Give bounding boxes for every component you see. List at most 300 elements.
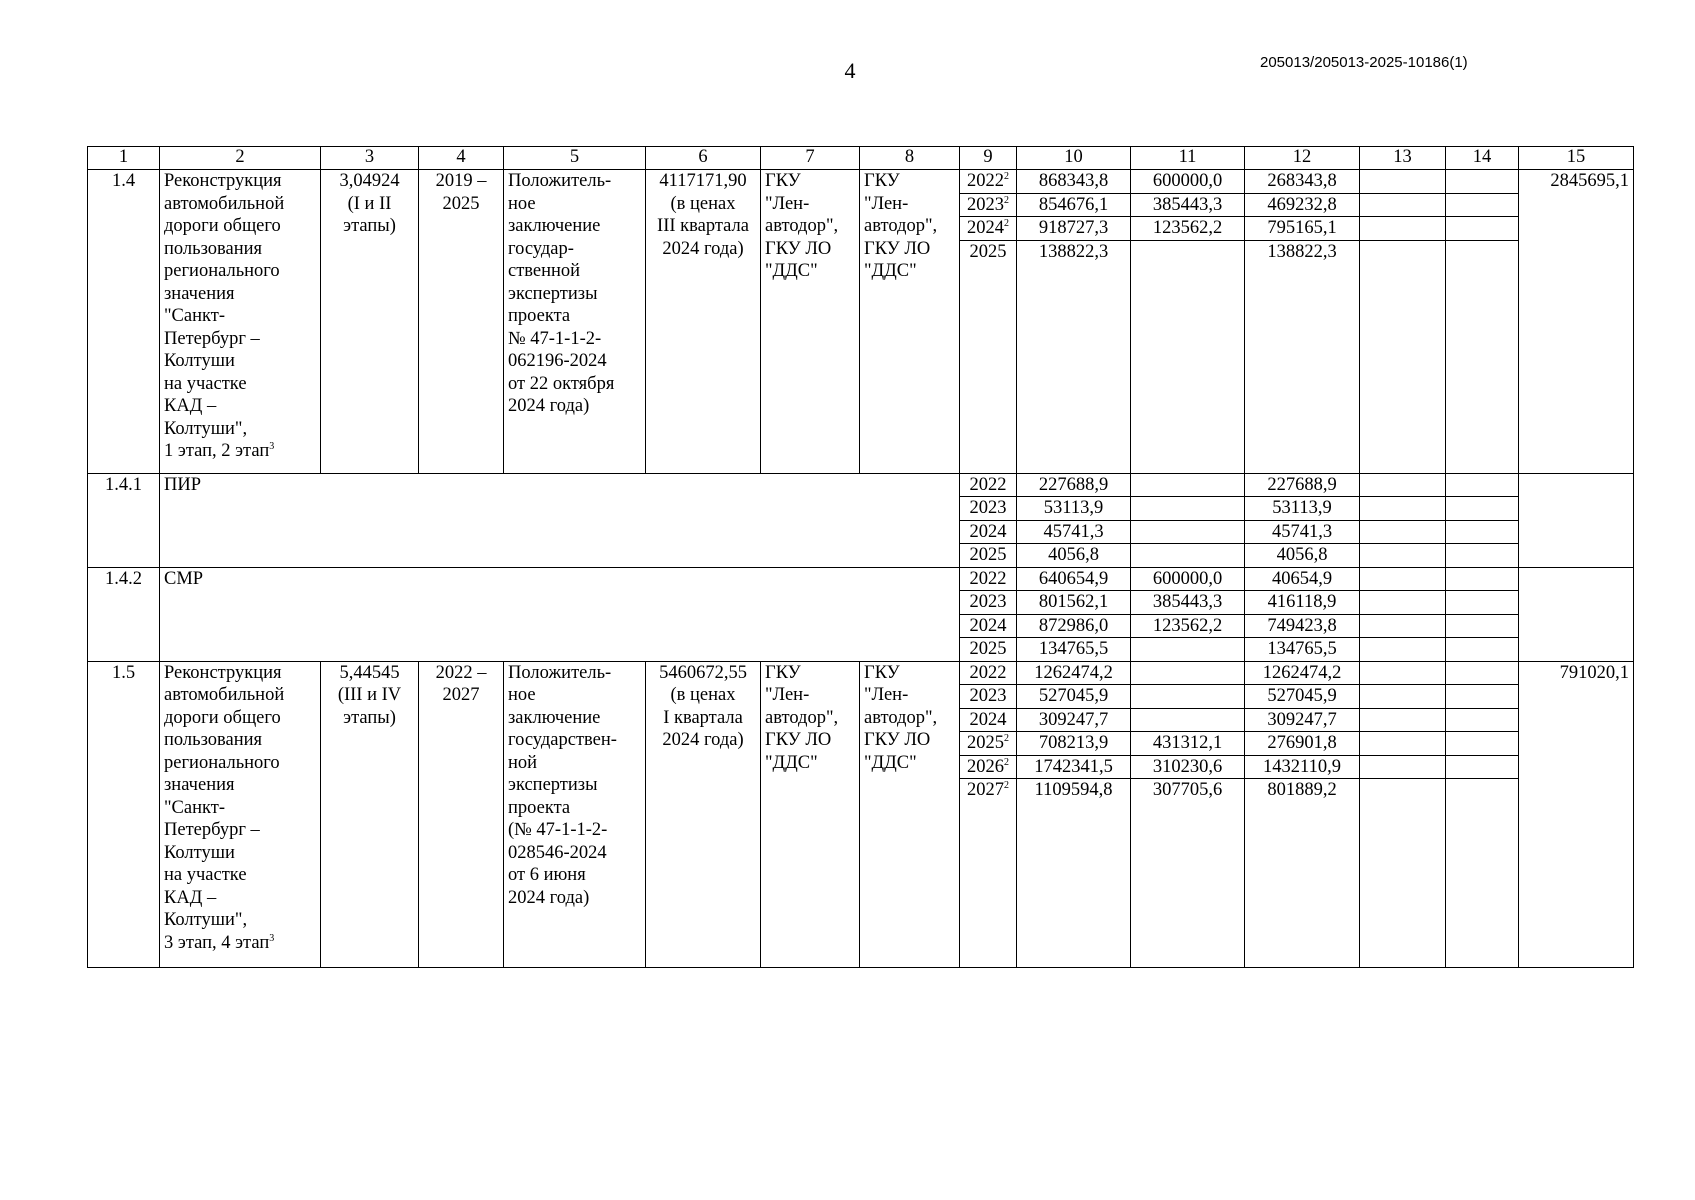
expertise-line xyxy=(508,752,641,775)
footnote-marker: 2 xyxy=(1004,171,1009,182)
expertise-text: от 22 октября xyxy=(508,373,615,394)
builder-line xyxy=(864,193,955,216)
year-value: 2023 xyxy=(967,194,1004,215)
footnote-marker: 3 xyxy=(269,932,275,944)
object-name-text: 1 этап, 2 этап xyxy=(164,441,270,461)
row-number: 1.4.1 xyxy=(88,473,160,567)
amount-col-11: 600000,0 xyxy=(1131,567,1245,591)
estimated-cost-line xyxy=(650,729,756,752)
period-line xyxy=(423,170,499,193)
builder-text: автодор", xyxy=(864,216,938,236)
empty-col-14 xyxy=(1446,217,1519,241)
object-name-text: Петербург – xyxy=(164,328,260,349)
expertise-text: экспертизы xyxy=(508,775,598,795)
expertise-text: 028546-2024 xyxy=(508,842,607,863)
year-value: 2024 xyxy=(969,615,1007,636)
empty-col-13 xyxy=(1360,591,1446,615)
period-text: 2025 xyxy=(442,193,480,214)
year-value: 2024 xyxy=(969,709,1007,730)
year-cell xyxy=(960,240,1017,473)
object-name-text: пользования xyxy=(164,238,263,259)
customer-text: "ДДС" xyxy=(765,261,818,281)
estimated-cost-text: 4117171,90 xyxy=(659,171,747,191)
year-cell xyxy=(960,544,1017,568)
expertise-text: экспертизы xyxy=(508,283,598,304)
amount-col-11 xyxy=(1131,473,1245,497)
empty-col-13 xyxy=(1360,170,1446,194)
length-km-text: 3,04924 xyxy=(339,171,400,191)
customer-line xyxy=(765,684,855,707)
length-km-text: этапы) xyxy=(343,216,396,236)
empty-col-13 xyxy=(1360,217,1446,241)
row-number: 1.4 xyxy=(88,170,160,474)
object-name-line xyxy=(164,707,316,730)
expertise-line xyxy=(508,662,641,685)
column-header-6: 6 xyxy=(646,147,761,170)
empty-col-13 xyxy=(1360,520,1446,544)
amount-col-11 xyxy=(1131,708,1245,732)
amount-total: 309247,7 xyxy=(1017,708,1131,732)
period-text: 2022 – xyxy=(435,662,487,683)
estimated-cost-line xyxy=(650,707,756,730)
empty-col-13 xyxy=(1360,685,1446,709)
builder-line xyxy=(864,752,955,775)
length-km-text: (I и II xyxy=(347,193,392,214)
length-km-line xyxy=(325,170,414,193)
amount-col-12: 1262474,2 xyxy=(1245,661,1360,685)
column-header-15: 15 xyxy=(1519,147,1634,170)
year-cell xyxy=(960,614,1017,638)
year-value: 2025 xyxy=(969,639,1007,659)
column-header-12: 12 xyxy=(1245,147,1360,170)
object-name xyxy=(160,170,321,474)
year-cell xyxy=(960,591,1017,615)
amount-col-11: 600000,0 xyxy=(1131,170,1245,194)
length-km-line xyxy=(325,684,414,707)
object-name-line xyxy=(164,887,316,910)
builder-line xyxy=(864,684,955,707)
column-header-11: 11 xyxy=(1131,147,1245,170)
footnote-marker: 3 xyxy=(269,441,275,452)
empty-col-14 xyxy=(1446,732,1519,756)
table-row xyxy=(88,473,1634,497)
object-name-line xyxy=(164,328,316,351)
customer-line xyxy=(765,215,855,238)
builder-line xyxy=(864,215,955,238)
object-name-line xyxy=(164,260,316,283)
customer-line xyxy=(765,170,855,193)
period xyxy=(419,661,504,968)
estimated-cost-line xyxy=(650,193,756,216)
empty-col-13 xyxy=(1360,661,1446,685)
empty-col-14 xyxy=(1446,170,1519,194)
length-km xyxy=(321,170,419,474)
amount-col-12: 527045,9 xyxy=(1245,685,1360,709)
column-header-1: 1 xyxy=(88,147,160,170)
object-name-line xyxy=(164,305,316,328)
column-header-5: 5 xyxy=(504,147,646,170)
object-name-line xyxy=(164,215,316,238)
length-km-line xyxy=(325,193,414,216)
amount-col-12: 309247,7 xyxy=(1245,708,1360,732)
year-value: 2025 xyxy=(969,545,1007,565)
amount-col-12: 749423,8 xyxy=(1245,614,1360,638)
customer-text: ГКУ xyxy=(765,662,801,683)
amount-total: 45741,3 xyxy=(1017,520,1131,544)
work-type-label: СМР xyxy=(160,567,960,661)
expertise xyxy=(504,170,646,474)
amount-total: 134765,5 xyxy=(1017,638,1131,662)
amount-col-12: 53113,9 xyxy=(1245,497,1360,521)
expertise-text: 2024 года) xyxy=(508,887,590,908)
amount-col-12: 45741,3 xyxy=(1245,520,1360,544)
footnote-marker: 2 xyxy=(1004,194,1009,206)
object-name-line xyxy=(164,752,316,775)
estimated-cost-line xyxy=(650,684,756,707)
length-km-text: (III и IV xyxy=(337,685,402,705)
customer-text: автодор", xyxy=(765,216,839,236)
year-cell xyxy=(960,170,1017,194)
estimated-cost-line xyxy=(650,238,756,261)
builder xyxy=(860,170,960,474)
empty-col-14 xyxy=(1446,473,1519,497)
amount-total: 854676,1 xyxy=(1017,193,1131,217)
year-value: 2022 xyxy=(969,474,1007,495)
amount-col-11: 431312,1 xyxy=(1131,732,1245,756)
empty-col-13 xyxy=(1360,779,1446,968)
estimated-cost xyxy=(646,170,761,474)
amount-col-12: 416118,9 xyxy=(1245,591,1360,615)
builder-line xyxy=(864,707,955,730)
year-value: 2022 xyxy=(969,568,1007,589)
builder-text: "Лен- xyxy=(864,685,909,705)
amount-col-12: 40654,9 xyxy=(1245,567,1360,591)
empty-col-14 xyxy=(1446,520,1519,544)
object-name-line xyxy=(164,440,316,463)
empty-col-13 xyxy=(1360,473,1446,497)
object-name-text: КАД – xyxy=(164,887,217,908)
expertise-line xyxy=(508,774,641,797)
expertise-line xyxy=(508,350,641,373)
object-name-line xyxy=(164,909,316,932)
row-number: 1.5 xyxy=(88,661,160,968)
object-name-line xyxy=(164,395,316,418)
empty-col-13 xyxy=(1360,614,1446,638)
year-value: 2023 xyxy=(969,686,1007,706)
expertise-line xyxy=(508,305,641,328)
builder-text: "Лен- xyxy=(864,193,909,214)
customer-text: ГКУ xyxy=(765,171,801,191)
object-name-line xyxy=(164,932,316,955)
amount-total: 1109594,8 xyxy=(1017,779,1131,968)
empty-col-13 xyxy=(1360,567,1446,591)
object-name-line xyxy=(164,684,316,707)
customer-line xyxy=(765,193,855,216)
length-km xyxy=(321,661,419,968)
builder-text: ГКУ xyxy=(864,171,900,191)
column-header-10: 10 xyxy=(1017,147,1131,170)
estimated-cost-text: (в ценах xyxy=(670,193,736,214)
builder xyxy=(860,661,960,968)
period-line xyxy=(423,684,499,707)
object-name-line xyxy=(164,373,316,396)
year-cell xyxy=(960,638,1017,662)
col-15-value: 791020,1 xyxy=(1519,661,1634,968)
object-name-line xyxy=(164,774,316,797)
builder-line xyxy=(864,238,955,261)
object-name-text: "Санкт- xyxy=(164,797,225,818)
object-name-line xyxy=(164,797,316,820)
amount-total: 1742341,5 xyxy=(1017,755,1131,779)
object-name-line xyxy=(164,283,316,306)
expertise-line xyxy=(508,819,641,842)
year-cell xyxy=(960,520,1017,544)
object-name-text: 3 этап, 4 этап xyxy=(164,932,270,953)
expertise-text: заключение xyxy=(508,216,601,236)
expertise-text: ной xyxy=(508,752,538,773)
object-name-line xyxy=(164,729,316,752)
expertise-text: 062196-2024 xyxy=(508,351,607,371)
expertise-line xyxy=(508,373,641,396)
amount-col-12: 1432110,9 xyxy=(1245,755,1360,779)
amount-total: 53113,9 xyxy=(1017,497,1131,521)
year-cell xyxy=(960,732,1017,756)
amount-col-11: 385443,3 xyxy=(1131,193,1245,217)
amount-col-11: 385443,3 xyxy=(1131,591,1245,615)
expertise-line xyxy=(508,170,641,193)
object-name-text: Колтуши xyxy=(164,842,235,863)
expertise-text: ное xyxy=(508,193,536,214)
year-value: 2023 xyxy=(969,592,1007,612)
expertise-line xyxy=(508,238,641,261)
object-name-line xyxy=(164,238,316,261)
expertise-text: государ- xyxy=(508,238,574,259)
table-row xyxy=(88,170,1634,194)
customer-line xyxy=(765,662,855,685)
object-name-line xyxy=(164,193,316,216)
customer xyxy=(761,661,860,968)
footnote-marker: 2 xyxy=(1004,780,1009,791)
amount-col-12: 4056,8 xyxy=(1245,544,1360,568)
object-name-line xyxy=(164,864,316,887)
builder-text: "ДДС" xyxy=(864,752,917,773)
empty-col-13 xyxy=(1360,240,1446,473)
amount-total: 1262474,2 xyxy=(1017,661,1131,685)
table-row xyxy=(88,661,1634,685)
col-15-value xyxy=(1519,473,1634,567)
amount-col-11 xyxy=(1131,638,1245,662)
amount-total: 4056,8 xyxy=(1017,544,1131,568)
object-name xyxy=(160,661,321,968)
amount-col-12: 227688,9 xyxy=(1245,473,1360,497)
expertise-text: № 47-1-1-2- xyxy=(508,328,602,349)
object-name-text: на участке xyxy=(164,865,247,885)
customer-text: ГКУ ЛО xyxy=(765,238,832,259)
year-cell xyxy=(960,755,1017,779)
amount-col-11: 123562,2 xyxy=(1131,614,1245,638)
period-line xyxy=(423,662,499,685)
customer-line xyxy=(765,729,855,752)
expertise-line xyxy=(508,797,641,820)
footnote-marker: 2 xyxy=(1004,733,1009,744)
object-name-text: Колтуши xyxy=(164,351,235,371)
amount-col-12: 795165,1 xyxy=(1245,217,1360,241)
column-header-7: 7 xyxy=(761,147,860,170)
empty-col-14 xyxy=(1446,638,1519,662)
estimated-cost-text: 2024 года) xyxy=(662,730,744,750)
object-name-text: "Санкт- xyxy=(164,306,225,326)
empty-col-13 xyxy=(1360,638,1446,662)
expertise-line xyxy=(508,842,641,865)
amount-col-11 xyxy=(1131,685,1245,709)
object-name-line xyxy=(164,170,316,193)
expertise-line xyxy=(508,215,641,238)
expertise-text: государствен- xyxy=(508,730,617,750)
expertise-line xyxy=(508,283,641,306)
builder-line xyxy=(864,260,955,283)
length-km-text: этапы) xyxy=(343,707,396,728)
expertise-text: проекта xyxy=(508,797,571,818)
col-15-value: 2845695,1 xyxy=(1519,170,1634,474)
estimated-cost-text: 5460672,55 xyxy=(659,662,747,683)
object-name-text: дороги общего xyxy=(164,707,281,728)
object-name-line xyxy=(164,842,316,865)
column-header-3: 3 xyxy=(321,147,419,170)
year-value: 2022 xyxy=(967,171,1004,191)
expertise-line xyxy=(508,684,641,707)
column-header-13: 13 xyxy=(1360,147,1446,170)
column-header-row xyxy=(88,147,1634,170)
estimated-cost-line xyxy=(650,170,756,193)
amount-col-12: 138822,3 xyxy=(1245,240,1360,473)
work-type-label: ПИР xyxy=(160,473,960,567)
expertise-text: Положитель- xyxy=(508,662,612,683)
length-km-text: 5,44545 xyxy=(339,662,400,683)
customer-line xyxy=(765,752,855,775)
amount-col-11: 123562,2 xyxy=(1131,217,1245,241)
customer-text: "Лен- xyxy=(765,193,810,214)
length-km-line xyxy=(325,215,414,238)
empty-col-14 xyxy=(1446,708,1519,732)
builder-line xyxy=(864,662,955,685)
object-name-text: Петербург – xyxy=(164,820,260,840)
year-cell xyxy=(960,473,1017,497)
estimated-cost xyxy=(646,661,761,968)
empty-col-14 xyxy=(1446,614,1519,638)
object-name-line xyxy=(164,662,316,685)
empty-col-13 xyxy=(1360,708,1446,732)
estimated-cost-line xyxy=(650,662,756,685)
object-name-text: КАД – xyxy=(164,396,217,416)
expertise-text: заключение xyxy=(508,707,601,728)
object-name-text: регионального xyxy=(164,752,280,773)
empty-col-14 xyxy=(1446,755,1519,779)
footnote-marker: 2 xyxy=(1004,756,1009,768)
year-cell xyxy=(960,685,1017,709)
year-value: 2022 xyxy=(969,662,1007,683)
amount-total: 918727,3 xyxy=(1017,217,1131,241)
empty-col-14 xyxy=(1446,240,1519,473)
estimated-cost-line xyxy=(650,215,756,238)
expertise-line xyxy=(508,193,641,216)
amount-total: 872986,0 xyxy=(1017,614,1131,638)
amount-col-12: 469232,8 xyxy=(1245,193,1360,217)
year-value: 2025 xyxy=(967,733,1004,753)
period-line xyxy=(423,193,499,216)
expertise-line xyxy=(508,395,641,418)
empty-col-13 xyxy=(1360,755,1446,779)
year-value: 2026 xyxy=(967,756,1004,777)
expertise-text: ное xyxy=(508,685,536,705)
year-cell xyxy=(960,708,1017,732)
period xyxy=(419,170,504,474)
object-name-text: Реконструкция xyxy=(164,171,282,191)
data-table xyxy=(87,146,1634,968)
customer-text: "Лен- xyxy=(765,685,810,705)
customer-line xyxy=(765,260,855,283)
column-header-9: 9 xyxy=(960,147,1017,170)
col-15-value xyxy=(1519,567,1634,661)
empty-col-13 xyxy=(1360,193,1446,217)
object-name-text: Колтуши", xyxy=(164,418,248,439)
object-name-text: Реконструкция xyxy=(164,662,282,683)
customer-text: ГКУ ЛО xyxy=(765,730,832,750)
object-name-line xyxy=(164,350,316,373)
amount-col-12: 134765,5 xyxy=(1245,638,1360,662)
empty-col-13 xyxy=(1360,732,1446,756)
document-id: 205013/205013-2025-10186(1) xyxy=(1260,54,1468,71)
year-cell xyxy=(960,193,1017,217)
expertise-text: 2024 года) xyxy=(508,396,590,416)
builder-text: автодор", xyxy=(864,707,938,728)
year-value: 2027 xyxy=(967,780,1004,800)
object-name-text: Колтуши", xyxy=(164,910,248,930)
amount-total: 527045,9 xyxy=(1017,685,1131,709)
expertise-text: (№ 47-1-1-2- xyxy=(508,820,608,840)
expertise-line xyxy=(508,887,641,910)
builder-text: "ДДС" xyxy=(864,261,917,281)
builder-line xyxy=(864,729,955,752)
year-cell xyxy=(960,779,1017,968)
amount-col-11 xyxy=(1131,520,1245,544)
expertise-text: Положитель- xyxy=(508,171,612,191)
amount-col-11: 310230,6 xyxy=(1131,755,1245,779)
expertise-text: проекта xyxy=(508,306,571,326)
empty-col-13 xyxy=(1360,544,1446,568)
estimated-cost-text: III квартала xyxy=(657,216,749,236)
object-name-text: автомобильной xyxy=(164,685,285,705)
expertise-text: ственной xyxy=(508,261,581,281)
year-value: 2024 xyxy=(969,521,1007,542)
empty-col-14 xyxy=(1446,685,1519,709)
builder-text: ГКУ xyxy=(864,662,900,683)
builder-text: ГКУ ЛО xyxy=(864,238,931,259)
amount-col-12: 801889,2 xyxy=(1245,779,1360,968)
empty-col-14 xyxy=(1446,193,1519,217)
amount-total: 801562,1 xyxy=(1017,591,1131,615)
object-name-text: автомобильной xyxy=(164,193,285,214)
page-number: 4 xyxy=(844,58,856,83)
column-header-14: 14 xyxy=(1446,147,1519,170)
amount-total: 640654,9 xyxy=(1017,567,1131,591)
customer-text: автодор", xyxy=(765,707,839,728)
amount-col-11 xyxy=(1131,240,1245,473)
amount-col-11 xyxy=(1131,497,1245,521)
object-name-text: пользования xyxy=(164,730,263,750)
empty-col-14 xyxy=(1446,661,1519,685)
column-header-8: 8 xyxy=(860,147,960,170)
empty-col-14 xyxy=(1446,567,1519,591)
